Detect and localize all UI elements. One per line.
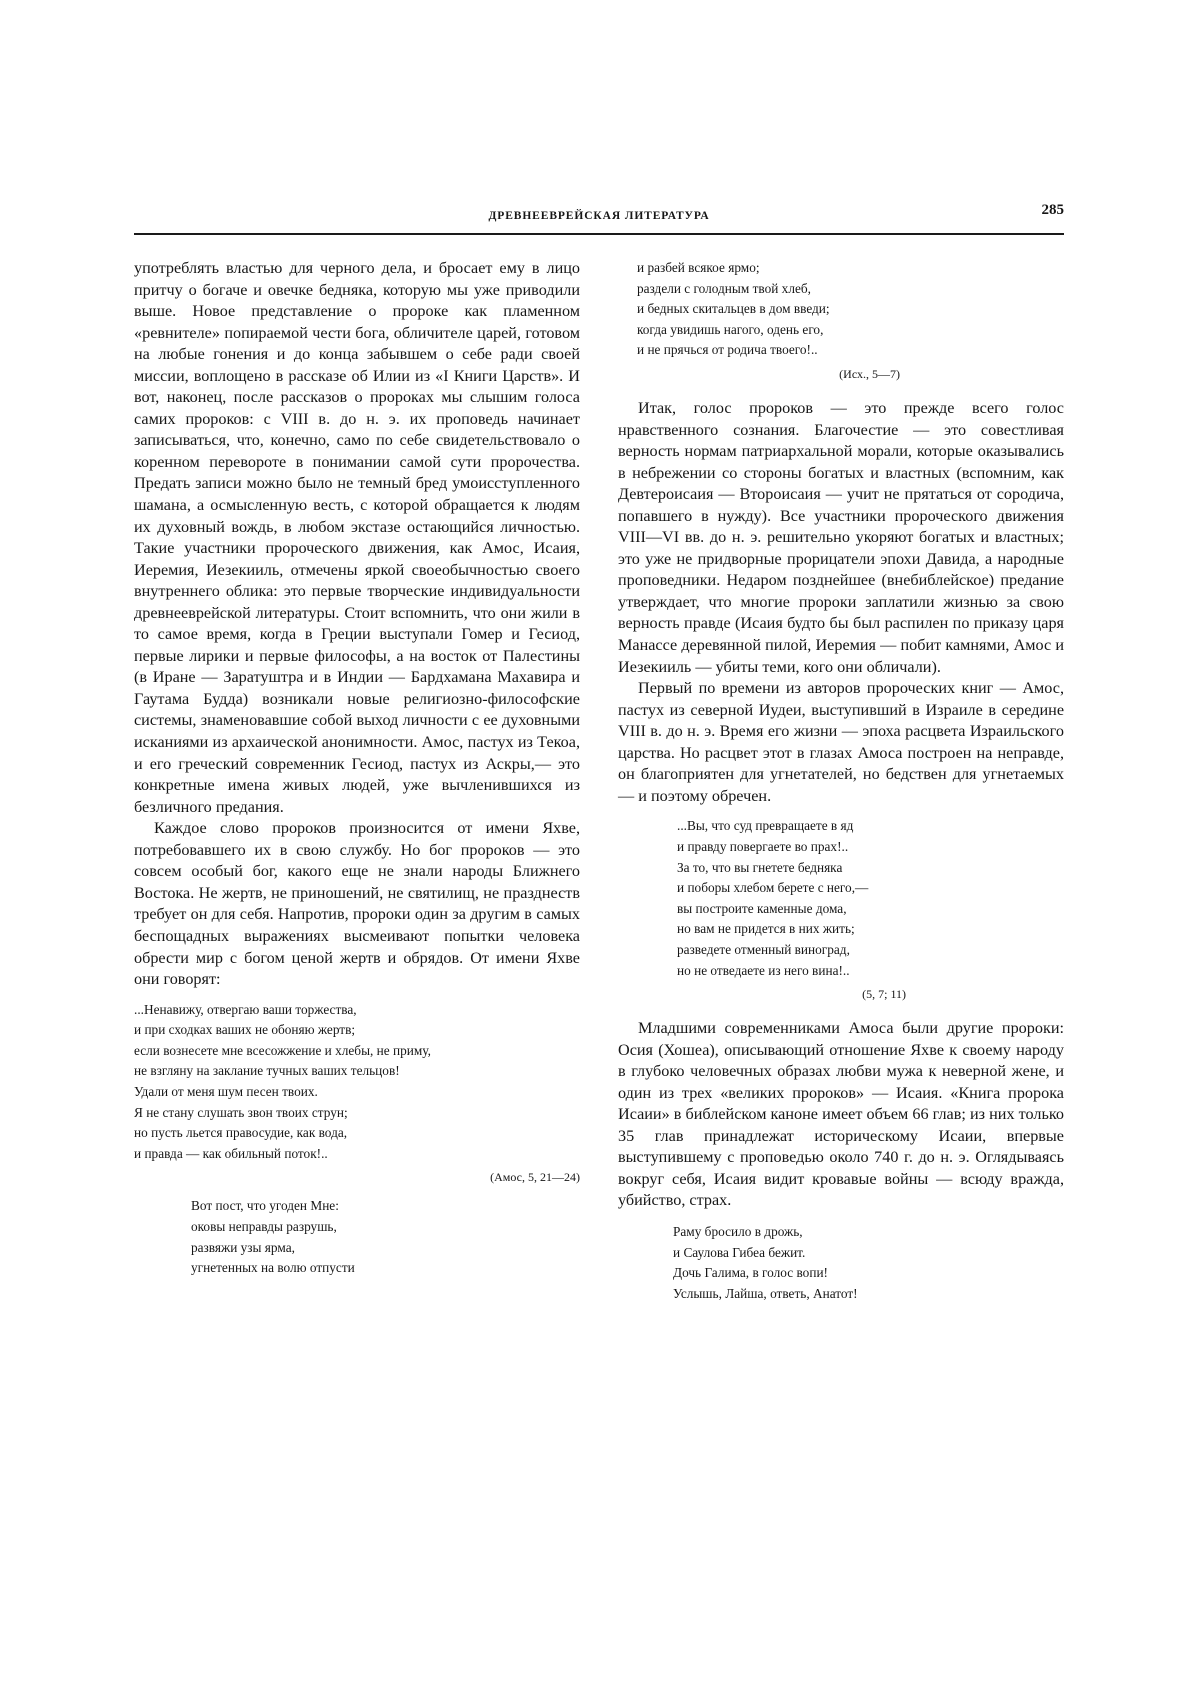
page-number: 285 [1041, 202, 1064, 218]
citation: (5, 7; 11) [862, 987, 906, 1002]
verse-line: Услышь, Лайша, ответь, Анатот! [673, 1285, 858, 1301]
verse-line: но не отведаете из него вина!.. [677, 962, 850, 978]
verse-line: и разбей всякое ярмо; [637, 260, 760, 275]
left-column [134, 258, 580, 1279]
paragraph: Итак, голос пророков — это прежде всего голос нравственного сознания. Благочестие — это совестливая верность нормам патриархальной морали, которые оказывались в небрежении со стороны богатых и властных (вспомним, как Девтероисаия — Второисаия — учит не прятаться от сородича, попавшего в нужду). Все участники пророческого движения VIII—VI вв. до н. э. решительно укоряют богатых и властных; это уже не придворные прорицатели эпохи Давида, а народные проповедники. Недаром позднейшее (внебиблейское) предание утверждает, что многие пророки заплатили жизнью за свою верность правде (Исаия будто бы был распилен по приказу царя Манассе деревянной пилой, Иеремия — побит камнями, Амос и Иезекииль — убиты теми, кого они обличали). [618, 398, 1064, 676]
paragraph: употреблять властью для черного дела, и бросает ему в лицо притчу о богаче и овечке бедняка, которую мы уже приводили выше. Новое представление о пророке как пламенном «ревнителе» попираемой чести бога, обличителе царей, готовом на любые гонения и до конца забывшем о себе ради своей миссии, воплощено в рассказе об Илии из «I Книги Царств». И вот, наконец, после рассказов о пророках мы слышим голоса самих пророков: с VIII в. до н. э. их проповедь начинает записываться, что, конечно, само по себе свидетельствовало о коренном перевороте в понимании самой сути пророчества. Предать записи можно было не темный бред умоисступленного шамана, а осмысленную весть, с которой обращается к людям их духовный вождь, в любом экстазе остающийся личностью. Такие участники пророческого движения, как Амос, Исаия, Иеремия, Иезекииль, отмечены яркой своеобычностью своего внутреннего облика: это первые творческие индивидуальности древнееврейской литературы. Стоит вспомнить, что они жили в то самое время, когда в Греции выступали Гомер и Гесиод, первые лирики и первые философы, а на восток от Палестины (в Иране — Заратуштра и в Индии — Бардхамана Махавира и Гаутама Будда) возникали новые религиозно-философские системы, знаменовавшие собой выход личности с ее духовными исканиями из архаической анонимности. Амос, пастух из Текоа, и его греческий современник Гесиод, пастух из Аскры,— это конкретные имена живых людей, уже вычленившихся из безличного предания. [134, 259, 580, 816]
verse-block [134, 1196, 580, 1278]
verse-line: когда увидишь нагого, одень его, [637, 321, 824, 337]
verse-line: ...Ненавижу, отвергаю ваши торжества, [134, 1001, 357, 1017]
verse-line: развяжи узы ярма, [191, 1239, 295, 1255]
verse-line: Дочь Галима, в голос вопи! [673, 1265, 828, 1281]
running-header [134, 202, 1064, 232]
verse-line: Удали от меня шум песен твоих. [134, 1083, 318, 1099]
verse-line: но пусть льется правосудие, как вода, [134, 1125, 348, 1141]
verse-line: ...Вы, что суд превращаете в яд [677, 818, 854, 834]
verse-line: и бедных скитальцев в дом введи; [637, 301, 830, 317]
verse-line: вы построите каменные дома, [677, 900, 847, 916]
citation: (Амос, 5, 21—24) [490, 1170, 580, 1185]
verse-line: и поборы хлебом берете с него,— [677, 880, 869, 896]
verse-line: раздели с голодным твой хлеб, [637, 280, 811, 296]
verse-line: Я не стану слушать звон твоих струн; [134, 1104, 348, 1120]
verse-line: и Саулова Гибеа бежит. [673, 1244, 806, 1260]
verse-line: и правда — как обильный поток!.. [134, 1145, 328, 1161]
verse-block [618, 816, 1064, 981]
verse-line: разведете отменный виноград, [677, 941, 850, 957]
verse-block [618, 1222, 1064, 1304]
verse-line: За то, что вы гнетете бедняка [677, 859, 843, 875]
verse-line: если вознесете мне всесожжение и хлебы, не приму, [134, 1042, 431, 1058]
paragraph: Первый по времени из авторов пророческих книг — Амос, пастух из северной Иудеи, выступивший в Израиле в середине VIII в. до н. э. Время его жизни — эпоха расцвета Израильского царства. Но расцвет этот в глазах Амоса построен на неправде, он благоприятен для угнетателей, но бедствен для угнетаемых — и поэтому обречен. [618, 679, 1064, 805]
verse-line: и при сходках ваших не обоняю жертв; [134, 1022, 356, 1038]
verse-line: оковы неправды разрушь, [191, 1218, 337, 1234]
verse-line: не взгляну на заклание тучных ваших тельцов! [134, 1063, 400, 1079]
verse-line: но вам не придется в них жить; [677, 921, 855, 937]
paragraph: Каждое слово пророков произносится от имени Яхве, потребовавшего их в свою службу. Но бог пророков — это совсем особый бог, какого еще не знали народы Ближнего Востока. Не жертв, не приношений, не святилищ, не празднеств требует он для себя. Напротив, пророки один за другим в самых беспощадных выражениях высмеивают попытки человека обрести мир с богом ценой жертв и обрядов. От имени Яхве они говорят: [134, 819, 580, 989]
header-rule [134, 233, 1064, 235]
verse-block [618, 258, 1064, 361]
verse-line: и не прячься от родича твоего!.. [637, 342, 818, 358]
verse-line: Раму бросило в дрожь, [673, 1224, 803, 1240]
paragraph: Младшими современниками Амоса были другие пророки: Осия (Хошеа), описывающий отношение Яхве к своему народу в глубоко человечных образах любви мужа к неверной жене, и один из трех «великих пророков» — Исаия. «Книга пророка Исаии» в библейском каноне имеет объем 66 глав; из них только 35 глав принадлежат историческому Исаии, впервые выступившему с проповедью около 740 г. до н. э. Оглядываясь вокруг себя, Исаия видит кровавые войны — всюду вражда, убийство, страх. [618, 1019, 1064, 1210]
citation: (Исх., 5—7) [839, 366, 900, 381]
header-title: ДРЕВНЕЕВРЕЙСКАЯ ЛИТЕРАТУРА [488, 210, 710, 222]
verse-line: угнетенных на волю отпусти [191, 1260, 355, 1276]
verse-line: и правду повергаете во прах!.. [677, 838, 849, 854]
verse-line: Вот пост, что угоден Мне: [191, 1198, 339, 1214]
verse-block [134, 1000, 580, 1165]
right-column [618, 258, 1064, 1304]
